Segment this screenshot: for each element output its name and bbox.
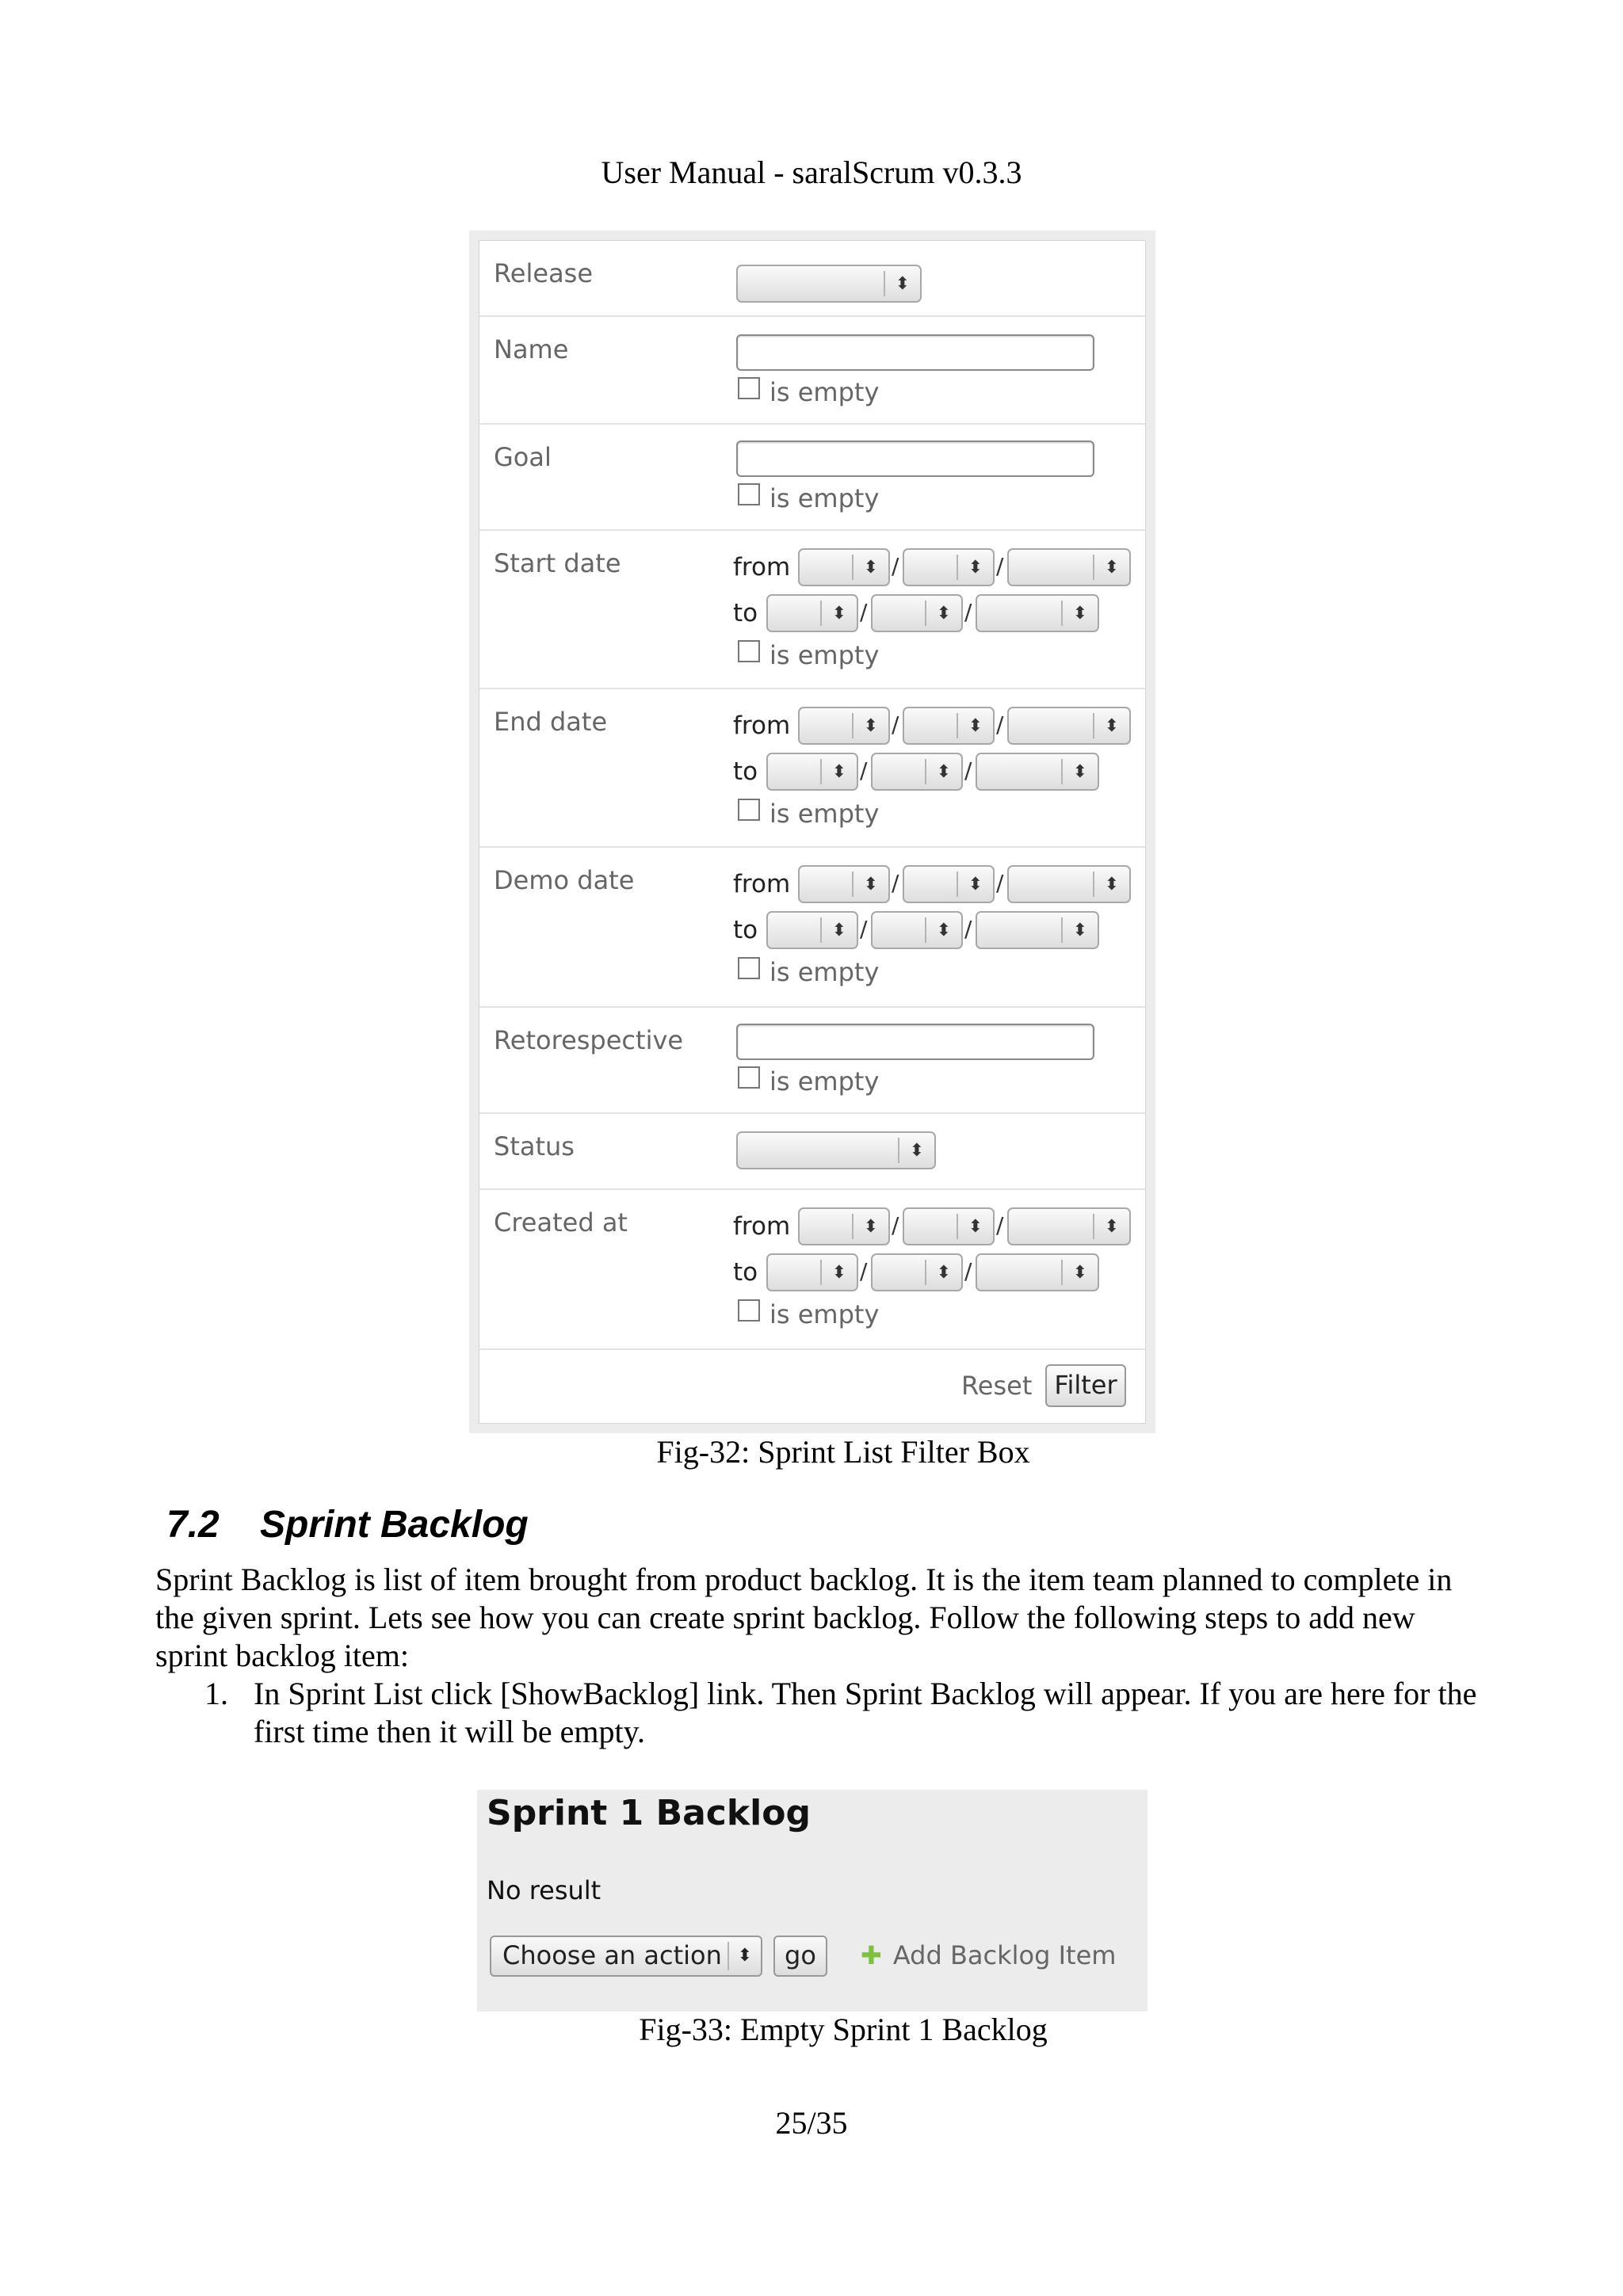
from-label: from (733, 711, 791, 740)
date-separator: / (892, 1212, 899, 1238)
created-to-month-select[interactable] (871, 1253, 963, 1291)
from-label: from (733, 553, 791, 582)
updown-icon: ⬍ (820, 759, 857, 784)
date-separator: / (996, 711, 1004, 738)
created-at-empty-checkbox[interactable] (738, 1299, 760, 1322)
end-date-label: End date (494, 707, 608, 737)
fig32-caption: Fig-32: Sprint List Filter Box (656, 1434, 1030, 1470)
updown-icon: ⬍ (1093, 1214, 1129, 1239)
updown-icon: ⬍ (820, 1260, 857, 1285)
demo-from-day-select[interactable] (798, 865, 890, 903)
section-heading (166, 1503, 529, 1547)
release-select[interactable] (736, 265, 922, 303)
date-separator: / (996, 870, 1004, 896)
goal-empty-checkbox[interactable] (738, 483, 760, 505)
to-label: to (733, 757, 758, 786)
start-to-month-select[interactable] (871, 594, 963, 632)
date-separator: / (860, 757, 868, 784)
page-number: 25/35 (775, 2105, 848, 2141)
created-from-month-select[interactable] (903, 1207, 995, 1245)
is-empty-label: is empty (769, 640, 880, 670)
end-from-month-select[interactable] (903, 707, 995, 745)
created-from-year-select[interactable] (1007, 1207, 1131, 1245)
filter-button[interactable]: Filter (1045, 1364, 1126, 1407)
page-header: User Manual - saralScrum v0.3.3 (601, 154, 1022, 190)
updown-icon: ⬍ (727, 1942, 761, 1970)
updown-icon: ⬍ (925, 601, 961, 626)
date-separator: / (996, 1212, 1004, 1238)
is-empty-label: is empty (769, 1299, 880, 1329)
action-select[interactable] (490, 1936, 762, 1977)
retrospective-input[interactable] (736, 1024, 1094, 1060)
created-at-label: Created at (494, 1207, 628, 1238)
body-paragraph: Sprint Backlog is list of item brought from product backlog. It is the item team planned to complete in the given sprint. Lets see how you can create sprint backlog. Follow the following steps to add new sprint backlog item: (155, 1562, 1453, 1673)
sprint-list-filter-figure (469, 231, 1155, 1433)
start-date-empty-checkbox[interactable] (738, 640, 760, 662)
to-label: to (733, 916, 758, 944)
updown-icon: ⬍ (925, 1260, 961, 1285)
add-backlog-item-link[interactable] (861, 1940, 1116, 1970)
updown-icon: ⬍ (957, 555, 993, 580)
start-to-year-select[interactable] (976, 594, 1099, 632)
to-label: to (733, 599, 758, 627)
filter-row-start-date (479, 531, 1145, 689)
from-label: from (733, 1212, 791, 1241)
updown-icon: ⬍ (852, 871, 888, 897)
is-empty-label: is empty (769, 483, 880, 513)
filter-row-created-at (479, 1190, 1145, 1350)
filter-row-name (479, 317, 1145, 425)
retrospective-empty-checkbox[interactable] (738, 1066, 760, 1089)
updown-icon: ⬍ (957, 1214, 993, 1239)
updown-icon: ⬍ (1093, 871, 1129, 897)
updown-icon: ⬍ (1061, 1260, 1098, 1285)
fig33-caption: Fig-33: Empty Sprint 1 Backlog (639, 2012, 1048, 2047)
updown-icon: ⬍ (1093, 555, 1129, 580)
updown-icon: ⬍ (1061, 917, 1098, 943)
filter-row-end-date (479, 689, 1145, 848)
add-backlog-item-label: Add Backlog Item (892, 1940, 1117, 1970)
retrospective-label: Retorespective (494, 1025, 684, 1055)
no-result-text: No result (487, 1875, 601, 1905)
backlog-title: Sprint 1 Backlog (487, 1793, 811, 1833)
list-item-number: 1. (204, 1676, 228, 1711)
goal-label: Goal (494, 442, 552, 472)
filter-row-retrospective (479, 1008, 1145, 1114)
start-from-month-select[interactable] (903, 548, 995, 586)
date-separator: / (964, 757, 972, 784)
start-from-day-select[interactable] (798, 548, 890, 586)
updown-icon: ⬍ (820, 601, 857, 626)
updown-icon: ⬍ (852, 555, 888, 580)
end-to-day-select[interactable] (766, 753, 858, 791)
updown-icon: ⬍ (852, 1214, 888, 1239)
status-select[interactable] (736, 1131, 936, 1169)
is-empty-label: is empty (769, 1066, 880, 1097)
date-separator: / (964, 1258, 972, 1284)
end-to-year-select[interactable] (976, 753, 1099, 791)
date-separator: / (892, 870, 899, 896)
action-select-value: Choose an action (502, 1940, 722, 1970)
created-from-day-select[interactable] (798, 1207, 890, 1245)
updown-icon: ⬍ (957, 713, 993, 738)
release-label: Release (494, 258, 594, 288)
end-from-year-select[interactable] (1007, 707, 1131, 745)
date-separator: / (964, 916, 972, 942)
start-date-label: Start date (494, 548, 621, 578)
date-separator: / (892, 553, 899, 579)
is-empty-label: is empty (769, 957, 880, 987)
updown-icon: ⬍ (1061, 759, 1098, 784)
plus-icon: ✚ (861, 1940, 882, 1970)
sprint-backlog-figure (477, 1790, 1148, 2012)
demo-from-month-select[interactable] (903, 865, 995, 903)
updown-icon: ⬍ (884, 271, 920, 296)
reset-link[interactable]: Reset (961, 1371, 1033, 1401)
end-from-day-select[interactable] (798, 707, 890, 745)
name-input[interactable] (736, 334, 1094, 371)
updown-icon: ⬍ (957, 871, 993, 897)
date-separator: / (892, 711, 899, 738)
status-label: Status (494, 1131, 575, 1161)
filter-box (479, 240, 1146, 1424)
filter-row-demo-date (479, 848, 1145, 1008)
updown-icon: ⬍ (820, 917, 857, 943)
is-empty-label: is empty (769, 377, 880, 407)
filter-actions-row (479, 1350, 1145, 1423)
end-date-empty-checkbox[interactable] (738, 799, 760, 821)
updown-icon: ⬍ (925, 759, 961, 784)
filter-row-release (479, 241, 1145, 317)
filter-row-status (479, 1114, 1145, 1190)
start-from-year-select[interactable] (1007, 548, 1131, 586)
demo-from-year-select[interactable] (1007, 865, 1131, 903)
demo-to-day-select[interactable] (766, 911, 858, 949)
demo-date-label: Demo date (494, 865, 635, 895)
updown-icon: ⬍ (852, 713, 888, 738)
created-to-day-select[interactable] (766, 1253, 858, 1291)
created-to-year-select[interactable] (976, 1253, 1099, 1291)
updown-icon: ⬍ (925, 917, 961, 943)
updown-icon: ⬍ (1061, 601, 1098, 626)
name-empty-checkbox[interactable] (738, 377, 760, 399)
date-separator: / (996, 553, 1004, 579)
name-label: Name (494, 334, 569, 364)
section-title: Sprint Backlog (260, 1504, 529, 1546)
demo-to-month-select[interactable] (871, 911, 963, 949)
demo-to-year-select[interactable] (976, 911, 1099, 949)
from-label: from (733, 870, 791, 898)
date-separator: / (964, 599, 972, 625)
demo-date-empty-checkbox[interactable] (738, 957, 760, 979)
goal-input[interactable] (736, 441, 1094, 477)
is-empty-label: is empty (769, 799, 880, 829)
list-item-text: In Sprint List click [ShowBacklog] link. Then Sprint Backlog will appear. If you are here for the first time then it will be empty. (254, 1676, 1477, 1749)
start-to-day-select[interactable] (766, 594, 858, 632)
date-separator: / (860, 599, 868, 625)
section-number: 7.2 (166, 1504, 220, 1546)
filter-row-goal (479, 425, 1145, 531)
updown-icon: ⬍ (1093, 713, 1129, 738)
date-separator: / (860, 916, 868, 942)
end-to-month-select[interactable] (871, 753, 963, 791)
to-label: to (733, 1258, 758, 1287)
date-separator: / (860, 1258, 868, 1284)
updown-icon: ⬍ (898, 1138, 934, 1163)
go-button[interactable]: go (773, 1936, 827, 1977)
